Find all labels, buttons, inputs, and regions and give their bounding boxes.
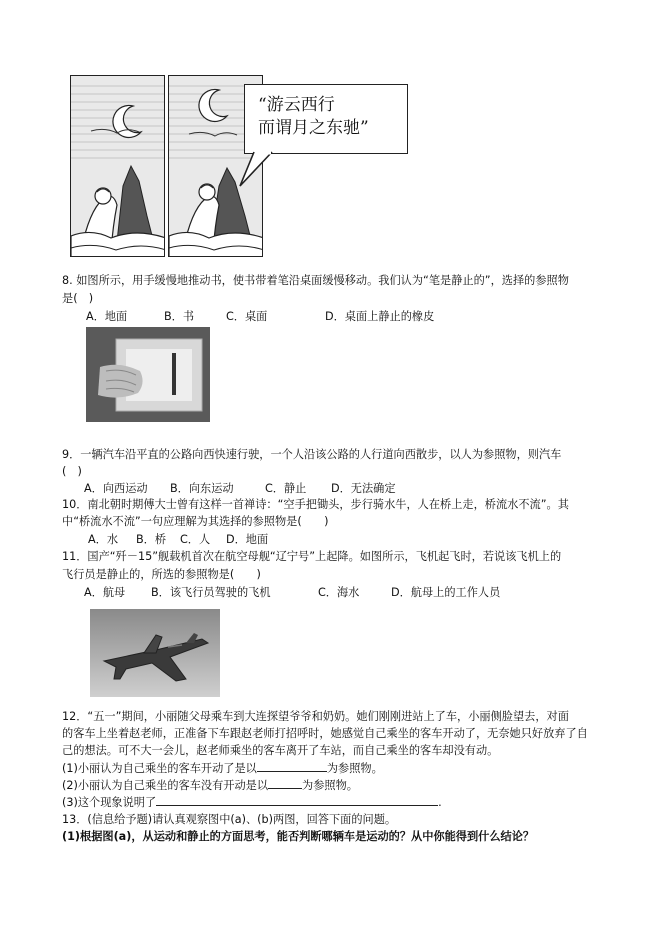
book-photo-image — [86, 327, 210, 422]
q12-sub2-suffix: 为参照物。 — [302, 779, 358, 792]
q12-sub-question-3 — [62, 794, 442, 810]
q11-option-c: C．海水 — [318, 586, 360, 599]
q9-option-d: D．无法确定 — [331, 482, 396, 495]
q12-sub2-prefix: (2)小丽认为自己乘坐的客车没有开动是以 — [62, 779, 269, 792]
q12-sub1-prefix: (1)小丽认为自己乘坐的客车开动了是以 — [62, 762, 257, 775]
q10-option-a: A．水 — [88, 533, 119, 546]
q10-stem-line-1: 10．南北朝时期傅大士曾有这样一首禅诗：“空手把锄头，步行骑水牛，人在桥上走，桥流水不流”。其 — [62, 498, 569, 511]
moon-poet-drawing-left — [71, 76, 165, 257]
comic-panel-left — [70, 75, 165, 257]
q8-option-a: A．地面 — [86, 310, 128, 323]
q12-stem-line-1: 12．“五一”期间，小丽随父母乘车到大连探望爷爷和奶奶。她们刚刚进站上了车，小丽侧脸望去，对面 — [62, 710, 569, 723]
q10-option-b: B．桥 — [136, 533, 167, 546]
q11-option-b: B．该飞行员驾驶的飞机 — [151, 586, 271, 599]
q9-option-c: C．静止 — [265, 482, 307, 495]
q12-stem-line-2: 的客车上坐着赵老师，正准备下车跟赵老师打招呼时，她感觉自己乘坐的客车开动了，无奈她只好放弃了自 — [62, 727, 588, 740]
q9-stem-line-2: ( ) — [62, 465, 82, 478]
q8-stem-line-2: 是( ) — [62, 292, 94, 305]
q10-option-d: D．地面 — [226, 533, 269, 546]
q12-sub2-answer-blank[interactable] — [268, 777, 302, 789]
q9-option-b: B．向东运动 — [170, 482, 234, 495]
q8-option-b: B．书 — [164, 310, 195, 323]
q12-sub3-prefix: (3)这个现象说明了 — [62, 796, 157, 809]
q8-stem-line-1: 8. 如图所示，用手缓慢地推动书，使书带着笔沿桌面缓慢移动。我们认为“笔是静止的”，选择的参照物 — [62, 274, 569, 287]
fighter-jet-photo — [90, 609, 220, 697]
q12-sub3-suffix: . — [438, 796, 442, 809]
q9-stem-line-1: 9．一辆汽车沿平直的公路向西快速行驶，一个人沿该公路的人行道向西散步，以人为参照物，则汽车 — [62, 448, 562, 461]
q12-sub1-suffix: 为参照物。 — [326, 762, 383, 775]
q12-sub-question-2 — [62, 777, 358, 793]
q10-stem-line-2: 中“桥流水不流”一句应理解为其选择的参照物是( ) — [62, 515, 329, 528]
q12-sub1-answer-blank[interactable] — [257, 760, 327, 772]
q8-option-d: D．桌面上静止的橡皮 — [325, 310, 435, 323]
q12-stem-line-3: 己的想法。可不大一会儿，赵老师乘坐的客车离开了车站，而自己乘坐的客车却没有动。 — [62, 744, 499, 757]
q13-sub-question-1: (1)根据图(a)，从运动和静止的方面思考，能否判断哪辆车是运动的？从中你能得到什么结论？ — [62, 830, 535, 843]
q11-option-d: D．航母上的工作人员 — [391, 586, 501, 599]
bubble-line-2: 而谓月之东驰” — [258, 118, 369, 138]
jet-photo-image — [90, 609, 220, 697]
q13-stem-line-1: 13．(信息给予题)请认真观察图中(a)、(b)两图，回答下面的问题。 — [62, 813, 397, 826]
q11-stem-line-1: 11．国产“歼－15”舰载机首次在航空母舰“辽宁号”上起降。如图所示，飞机起飞时，若说该飞机上的 — [62, 550, 562, 563]
q9-option-a: A．向西运动 — [84, 482, 148, 495]
q12-sub-question-1 — [62, 760, 383, 776]
q11-option-a: A．航母 — [84, 586, 126, 599]
speech-bubble-tail — [236, 150, 276, 190]
q10-option-c: C．人 — [180, 533, 211, 546]
q11-stem-line-2: 飞行员是静止的，所选的参照物是( ) — [62, 568, 261, 581]
q8-option-c: C．桌面 — [226, 310, 268, 323]
q12-sub3-answer-blank[interactable] — [156, 794, 438, 806]
bubble-line-1: “游云西行 — [258, 95, 335, 115]
hand-pushing-book-photo — [86, 327, 210, 422]
